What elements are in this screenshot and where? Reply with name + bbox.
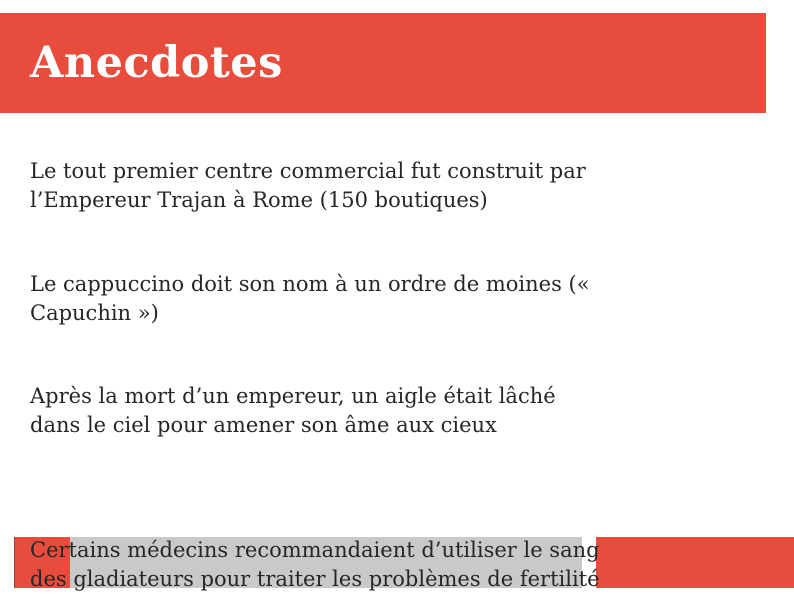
anecdote-paragraph-4: Certains médecins recommandaient d’utiliser le sang des gladiateurs pour traiter les problèmes de fertilité <box>30 538 600 591</box>
anecdote-paragraph-2: Le cappuccino doit son nom à un ordre de moines (« Capuchin ») <box>30 272 590 325</box>
footer-edge-line <box>14 537 15 588</box>
anecdote-paragraph-3: Après la mort d’un empereur, un aigle était lâché dans le ciel pour amener son âme aux cieux <box>30 384 556 437</box>
slide-title: Anecdotes <box>30 38 283 88</box>
anecdote-paragraph-1: Le tout premier centre commercial fut construit par l’Empereur Trajan à Rome (150 boutiques) <box>30 159 586 212</box>
